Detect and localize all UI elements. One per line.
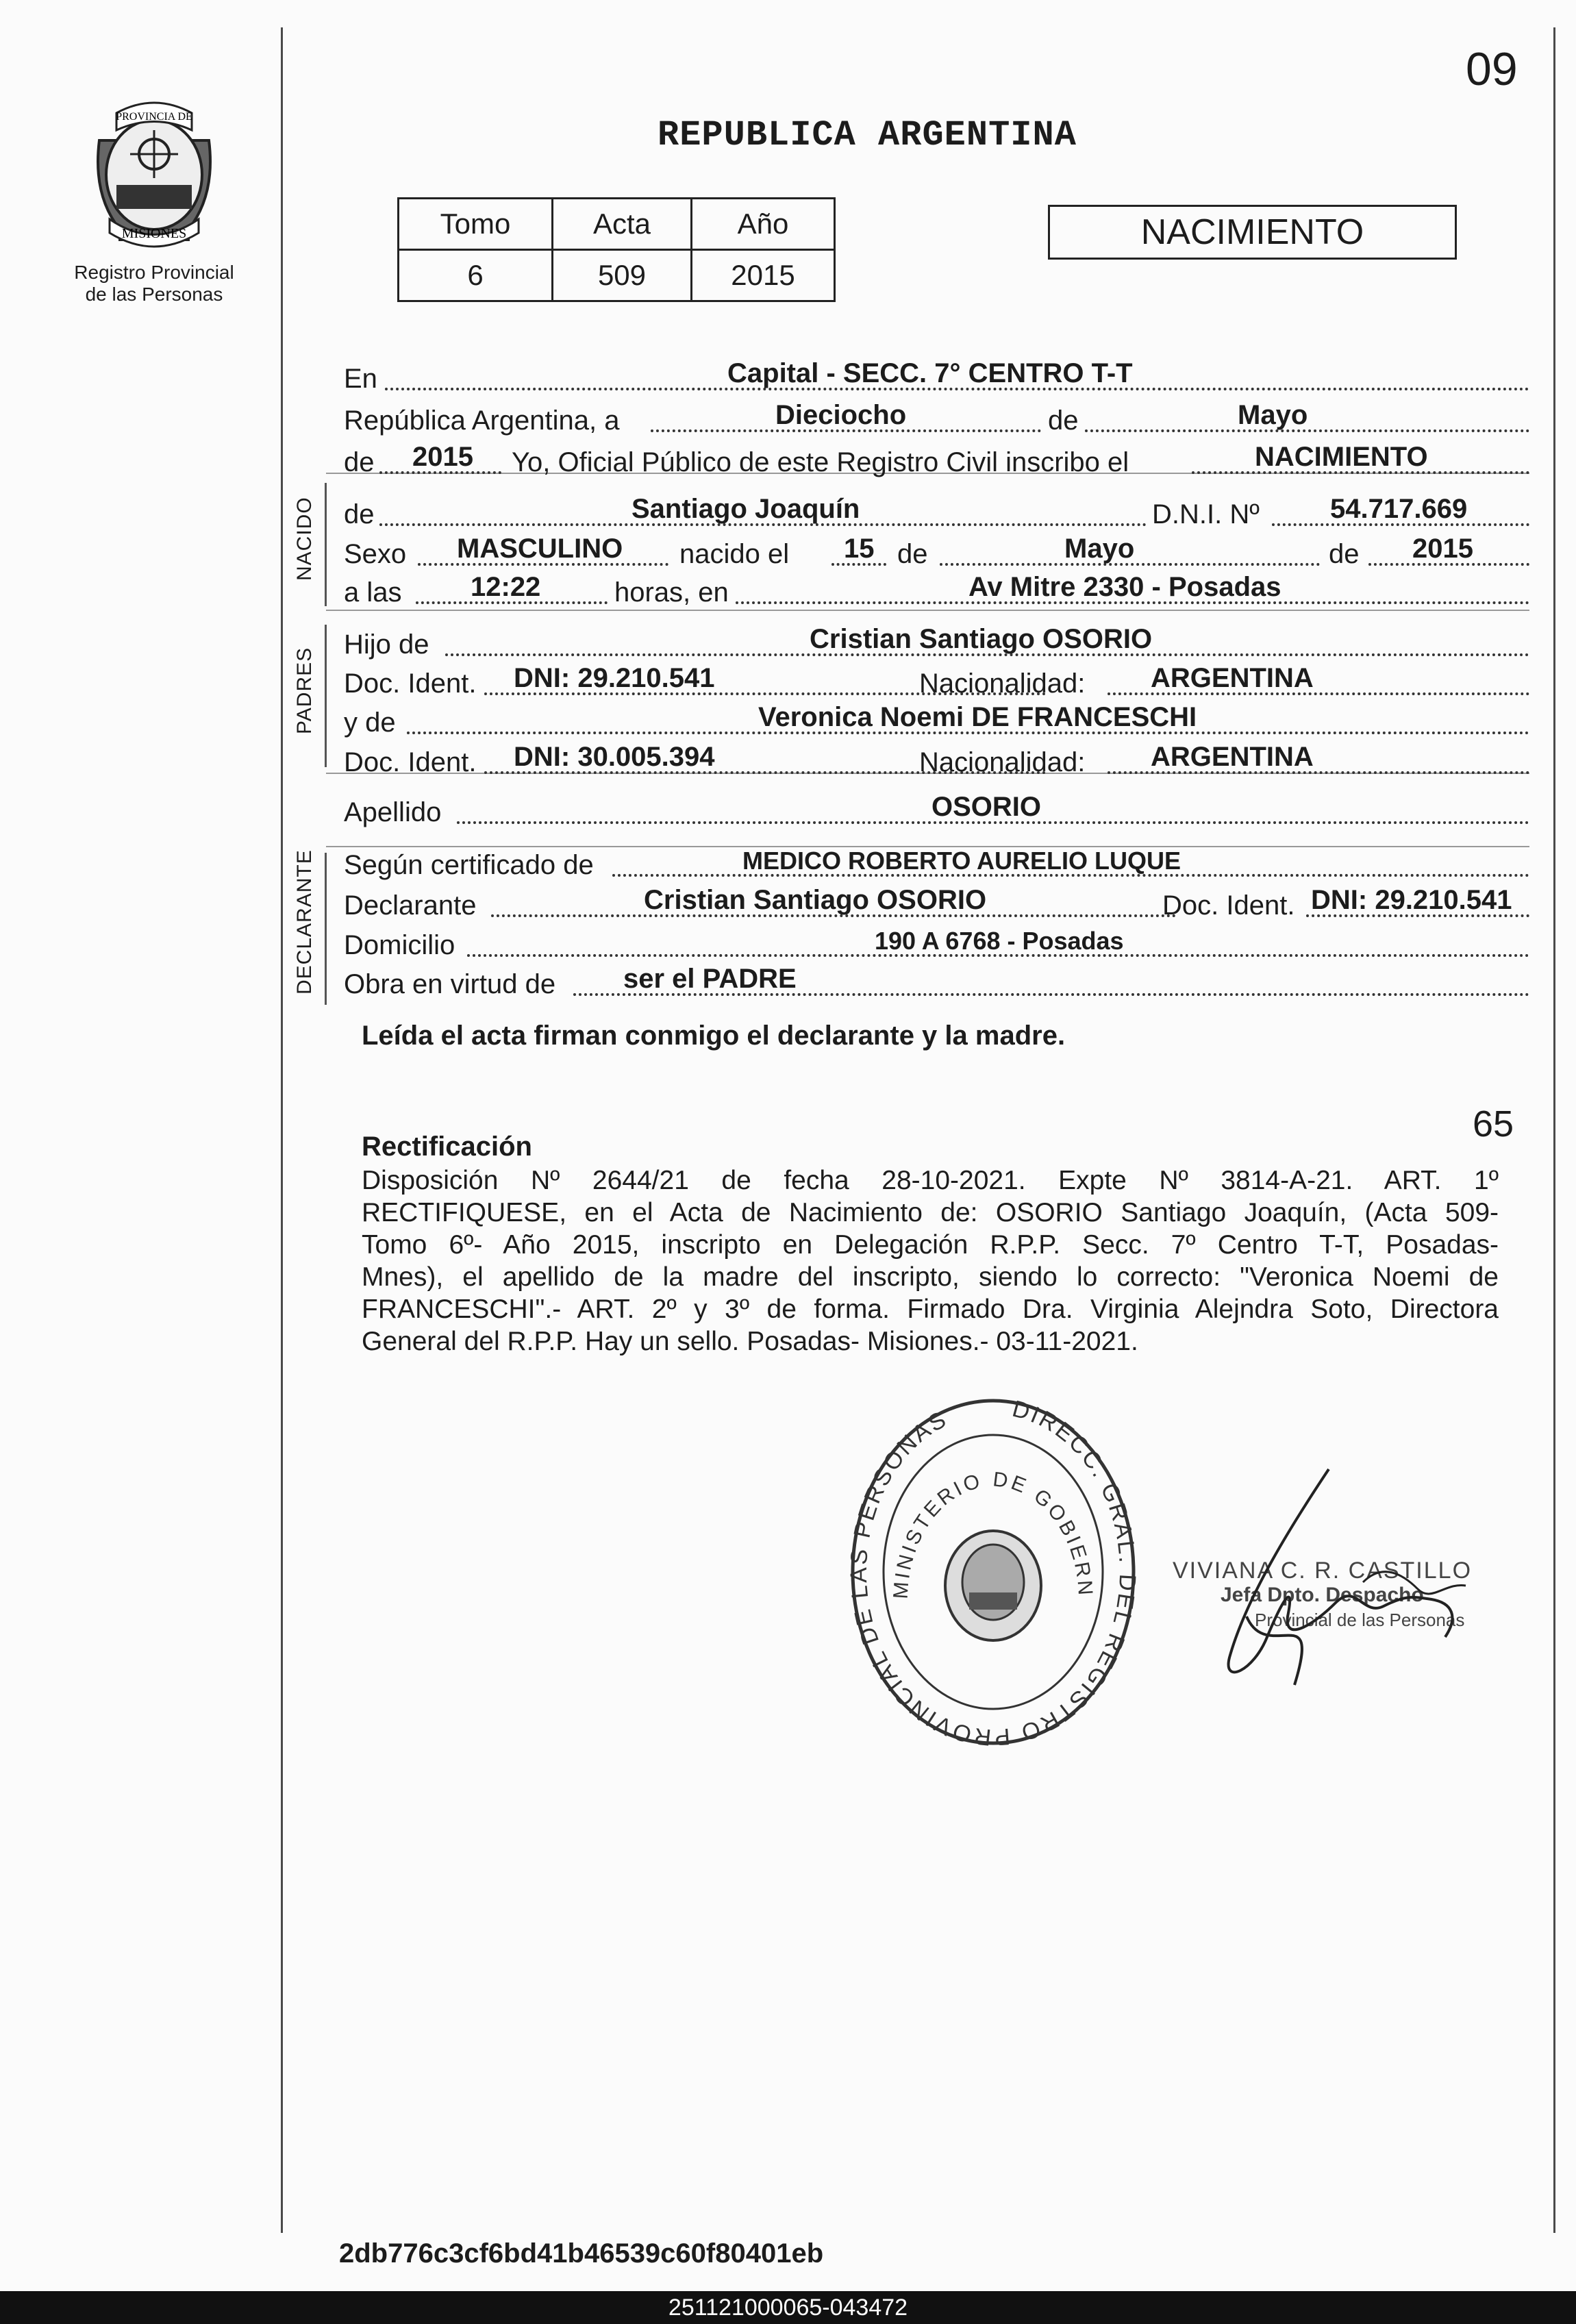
value-dia: Dieciocho	[775, 400, 907, 430]
row-hora	[344, 571, 1529, 611]
value-hora: 12:22	[471, 572, 541, 602]
left-margin-line	[281, 27, 283, 2233]
label-nacionalidad: Nacionalidad:	[919, 669, 1086, 699]
label-y-de: y de	[344, 708, 396, 738]
value-obra: ser el PADRE	[623, 964, 797, 994]
value-apellido: OSORIO	[931, 792, 1042, 822]
label-doc-ident: Doc. Ident.	[1162, 890, 1295, 921]
section-label-declarante: DECLARANTE	[293, 849, 316, 995]
label-horas-en: horas, en	[614, 577, 729, 608]
value-padre: Cristian Santiago OSORIO	[810, 624, 1153, 654]
label-nacido-el: nacido el	[679, 539, 790, 569]
footer-code: 251121000065-043472	[668, 2295, 908, 2321]
document-hash: 2db776c3cf6bd41b46539c60f80401eb	[339, 2238, 824, 2269]
label-dni: D.N.I. Nº	[1152, 499, 1260, 529]
row-madre-doc	[344, 741, 1529, 781]
row-padre-doc	[344, 662, 1529, 702]
rectification-line: Disposición Nº 2644/21 de fecha 28-10-2021. Expte Nº 3814-A-21. ART. 1º	[362, 1166, 1499, 1195]
handwritten-signature	[1158, 1459, 1500, 1699]
value-nac-mes: Mayo	[1064, 534, 1135, 564]
page-number: 09	[1466, 43, 1518, 95]
label-nacionalidad: Nacionalidad:	[919, 747, 1086, 777]
signature-stamp-line-1: VIVIANA C. R. CASTILLO	[1173, 1558, 1473, 1584]
institution-line-2: de las Personas	[85, 284, 223, 305]
right-margin-line	[1553, 27, 1555, 2233]
value-mes: Mayo	[1238, 400, 1308, 430]
label-de: de	[344, 499, 375, 529]
rectification-body	[362, 1164, 1499, 1358]
entry-number: 65	[1473, 1103, 1514, 1145]
section-divider-nacido	[325, 483, 327, 606]
value-anio: 2015	[692, 250, 835, 301]
label-segun-certificado: Según certificado de	[344, 850, 594, 880]
value-madre-nac: ARGENTINA	[1151, 742, 1314, 772]
value-tomo: 6	[399, 250, 553, 301]
value-nac-anio: 2015	[1412, 534, 1473, 564]
value-anio: 2015	[412, 442, 473, 472]
svg-text:PROVINCIA DE: PROVINCIA DE	[116, 111, 192, 123]
label-domicilio: Domicilio	[344, 930, 455, 960]
rectification-title: Rectificación	[362, 1132, 532, 1162]
value-nac-dia: 15	[844, 534, 875, 564]
row-lugar	[344, 358, 1529, 397]
value-declarante: Cristian Santiago OSORIO	[644, 885, 987, 915]
value-tipo: NACIMIENTO	[1255, 442, 1428, 472]
row-certificado	[344, 844, 1529, 884]
institution-name	[41, 262, 267, 305]
value-lugar: Capital - SECC. 7° CENTRO T-T	[727, 358, 1133, 388]
section-label-nacido: NACIDO	[293, 497, 316, 581]
closing-statement: Leída el acta firman conmigo el declarante y la madre.	[362, 1021, 1066, 1051]
label-republica: República Argentina, a	[344, 405, 620, 436]
value-padre-doc: DNI: 29.210.541	[514, 663, 715, 693]
label-yo-oficial: Yo, Oficial Público de este Registro Civil inscribo el	[512, 447, 1129, 477]
value-madre: Veronica Noemi DE FRANCESCHI	[758, 702, 1197, 732]
row-apellido	[344, 791, 1529, 831]
value-declarante-doc: DNI: 29.210.541	[1311, 885, 1512, 915]
province-seal-logo	[79, 92, 231, 257]
row-madre	[344, 701, 1529, 741]
row-fecha	[344, 399, 1529, 439]
label-de: de	[1329, 539, 1360, 569]
rectification-line: Tomo 6º- Año 2015, inscripto en Delegación R.P.P. Secc. 7º Centro T-T, Posadas-	[362, 1230, 1499, 1260]
value-dni: 54.717.669	[1330, 494, 1468, 524]
section-divider-padres	[325, 625, 327, 767]
document-title: REPUBLICA ARGENTINA	[658, 115, 1077, 155]
signature-stamp-line-2: Jefa Dpto. Despacho	[1221, 1584, 1424, 1606]
rectification-line: FRANCESCHI".- ART. 2º y 3º de forma. Firmado Dra. Virginia Alejndra Soto, Directora	[362, 1295, 1499, 1324]
section-divider-declarante	[325, 853, 327, 1005]
label-apellido: Apellido	[344, 797, 442, 827]
label-sexo: Sexo	[344, 539, 407, 569]
value-nombre: Santiago Joaquín	[631, 494, 860, 524]
value-madre-doc: DNI: 30.005.394	[514, 742, 715, 772]
svg-text:MINISTERIO DE GOBIERNO: MINISTERIO DE GOBIERN	[889, 1468, 1097, 1600]
label-en: En	[344, 364, 377, 394]
section-label-padres: PADRES	[293, 647, 316, 734]
label-hijo-de: Hijo de	[344, 629, 429, 660]
row-anio	[344, 441, 1529, 481]
rectification-line: Mnes), el apellido de la madre del inscripto, siendo lo correcto: "Veronica Noemi de	[362, 1262, 1499, 1292]
row-declarante	[344, 884, 1529, 924]
rectification-line: General del R.P.P. Hay un sello. Posadas- Misiones.- 03-11-2021.	[362, 1327, 1138, 1356]
header-tomo: Tomo	[399, 199, 553, 250]
value-domicilio-nac: Av Mitre 2330 - Posadas	[968, 572, 1281, 602]
label-de: de	[897, 539, 928, 569]
value-sexo: MASCULINO	[457, 534, 623, 564]
header-anio: Año	[692, 199, 835, 250]
label-declarante: Declarante	[344, 890, 477, 921]
institution-line-1: Registro Provincial	[74, 262, 234, 283]
footer-bar	[0, 2291, 1576, 2324]
signature-stamp-line-3: Provincial de las Personas	[1255, 1610, 1465, 1630]
label-doc-ident: Doc. Ident.	[344, 747, 477, 777]
label-de: de	[1048, 405, 1079, 436]
label-obra-en-virtud: Obra en virtud de	[344, 969, 556, 999]
row-sexo	[344, 533, 1529, 573]
official-stamp	[842, 1387, 1144, 1750]
row-padre	[344, 623, 1529, 663]
registry-table	[397, 197, 836, 302]
act-type-box: NACIMIENTO	[1048, 205, 1457, 260]
svg-text:DIRECC. GRAL. DEL REGISTRO PRO: DIRECC. GRAL. DEL REGISTRO PROVINCIAL DE LAS PERSONAS	[845, 1395, 1141, 1750]
row-nombre	[344, 493, 1529, 533]
value-certificado: MEDICO ROBERTO AURELIO LUQUE	[742, 847, 1181, 875]
value-padre-nac: ARGENTINA	[1151, 663, 1314, 693]
value-domicilio: 190 A 6768 - Posadas	[875, 927, 1124, 955]
rectification-line: RECTIFIQUESE, en el Acta de Nacimiento de: OSORIO Santiago Joaquín, (Acta 509-	[362, 1198, 1499, 1227]
label-a-las: a las	[344, 577, 402, 608]
header-acta: Acta	[553, 199, 692, 250]
label-de: de	[344, 447, 375, 477]
svg-text:MISIONES: MISIONES	[121, 226, 187, 241]
row-domicilio	[344, 924, 1529, 964]
row-obra	[344, 963, 1529, 1003]
value-acta: 509	[553, 250, 692, 301]
label-doc-ident: Doc. Ident.	[344, 669, 477, 699]
